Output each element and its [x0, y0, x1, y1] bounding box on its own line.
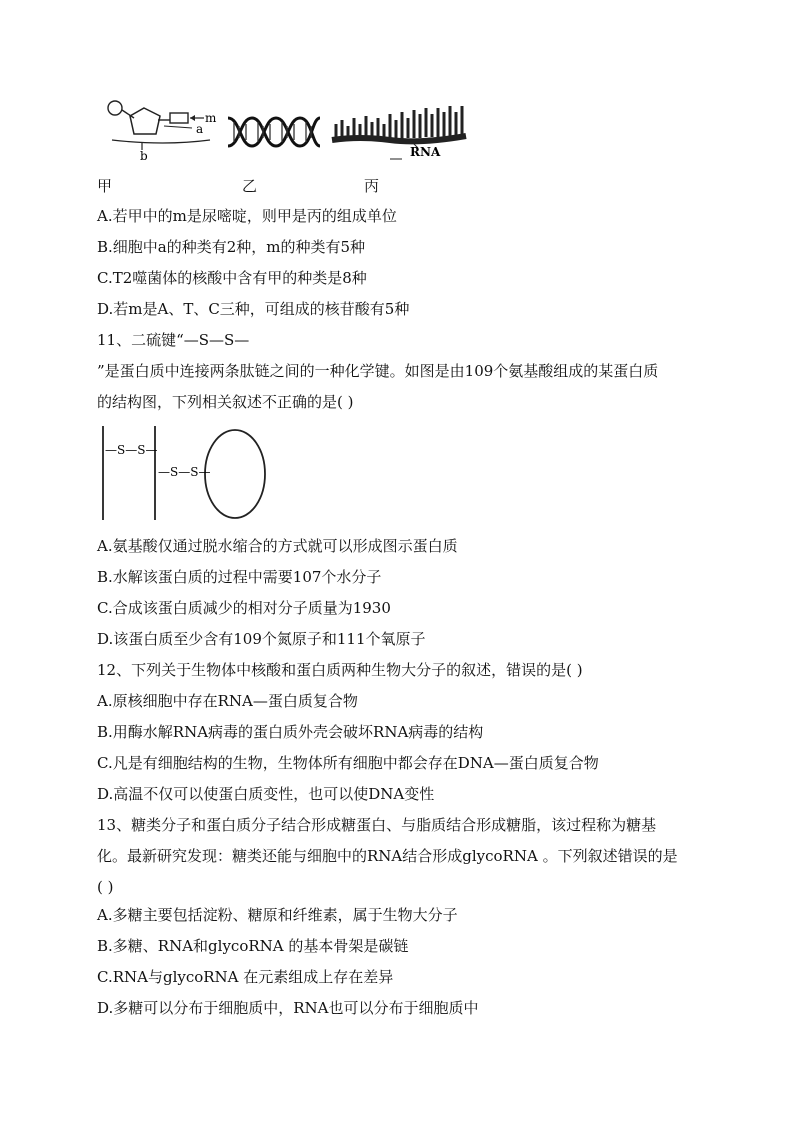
q10-option-a: A.若甲中的m是尿嘧啶，则甲是丙的组成单位 [97, 207, 397, 225]
caption-bing: 丙 [364, 177, 380, 195]
q10-option-d: D.若m是A、T、C三种，可组成的核苷酸有5种 [97, 300, 410, 318]
dna-helix-diagram [226, 112, 322, 152]
label-rna: RNA [410, 145, 441, 159]
q13-option-d: D.多糖可以分布于细胞质中，RNA也可以分布于细胞质中 [97, 999, 479, 1017]
label-m: m [205, 111, 217, 125]
label-a: a [196, 122, 204, 136]
q12-option-c: C.凡是有细胞结构的生物，生物体所有细胞中都会存在DNA—蛋白质复合物 [97, 754, 599, 772]
q12-stem: 12、下列关于生物体中核酸和蛋白质两种生物大分子的叙述，错误的是( ) [97, 661, 583, 679]
caption-jia: 甲 [97, 177, 113, 195]
nucleotide-diagram [104, 96, 222, 162]
disulfide-bond-lower: —S—S— [158, 465, 211, 479]
protein-structure-diagram [100, 424, 272, 524]
q11-option-d: D.该蛋白质至少含有109个氮原子和111个氧原子 [97, 630, 426, 648]
q11-option-c: C.合成该蛋白质减少的相对分子质量为1930 [97, 599, 391, 617]
nucleotide-figure [104, 96, 222, 162]
q12-option-a: A.原核细胞中存在RNA—蛋白质复合物 [97, 692, 358, 710]
q13-option-b: B.多糖、RNA和glycoRNA 的基本骨架是碳链 [97, 937, 409, 955]
label-b: b [140, 149, 148, 162]
rna-strand-figure [330, 100, 470, 162]
q13-stem-line3: ( ) [97, 878, 114, 896]
q13-stem-line1: 13、糖类分子和蛋白质分子结合形成糖蛋白、与脂质结合形成糖脂，该过程称为糖基 [97, 816, 657, 834]
rna-strand-diagram [330, 100, 470, 162]
caption-yi: 乙 [242, 177, 258, 195]
disulfide-bond-upper: —S—S— [105, 443, 158, 457]
q11-stem-line1: 11、二硫键“—S—S— [97, 331, 250, 349]
q13-option-c: C.RNA与glycoRNA 在元素组成上存在差异 [97, 968, 394, 986]
dna-helix-figure [226, 112, 322, 152]
q11-stem-line3: 的结构图，下列相关叙述不正确的是( ) [97, 393, 354, 411]
q11-stem-line2: ”是蛋白质中连接两条肽链之间的一种化学键。如图是由109个氨基酸组成的某蛋白质 [97, 362, 659, 380]
q11-option-a: A.氨基酸仅通过脱水缩合的方式就可以形成图示蛋白质 [97, 537, 458, 555]
q10-option-c: C.T2噬菌体的核酸中含有甲的种类是8种 [97, 269, 367, 287]
q11-option-b: B.水解该蛋白质的过程中需要107个水分子 [97, 568, 382, 586]
q13-stem-line2: 化。最新研究发现：糖类还能与细胞中的RNA结合形成glycoRNA 。下列叙述错误的是 [97, 847, 678, 865]
protein-structure-figure [100, 424, 272, 524]
q12-option-d: D.高温不仅可以使蛋白质变性，也可以使DNA变性 [97, 785, 435, 803]
q10-option-b: B.细胞中a的种类有2种，m的种类有5种 [97, 238, 366, 256]
q12-option-b: B.用酶水解RNA病毒的蛋白质外壳会破坏RNA病毒的结构 [97, 723, 484, 741]
q13-option-a: A.多糖主要包括淀粉、糖原和纤维素，属于生物大分子 [97, 906, 458, 924]
